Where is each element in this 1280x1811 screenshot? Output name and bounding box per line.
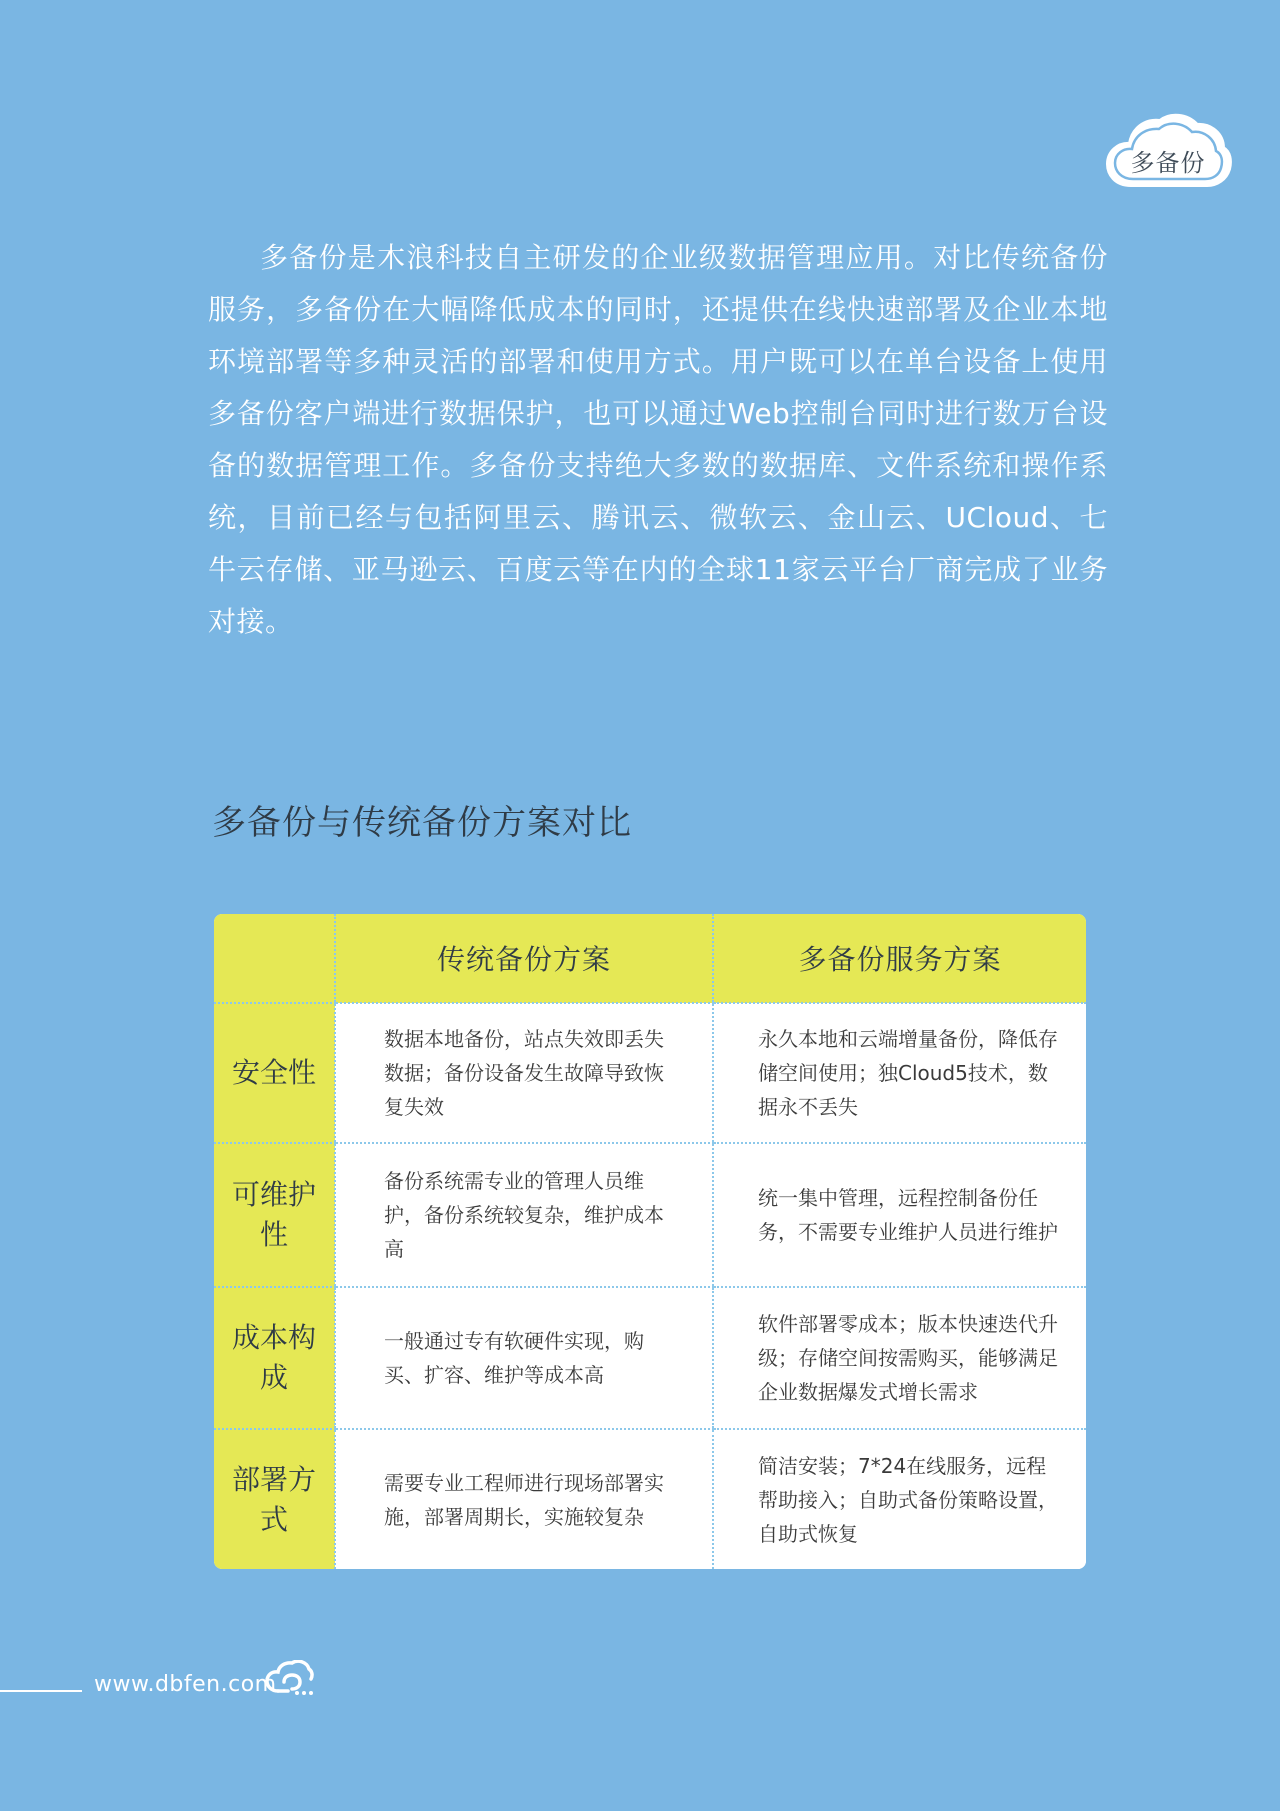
cell-traditional: 数据本地备份，站点失效即丢失数据；备份设备发生故障导致恢复失效 [335,1003,713,1143]
footer-divider [0,1690,82,1692]
table-row [214,1429,1086,1569]
cell-multi: 软件部署零成本；版本快速迭代升级；存储空间按需购买，能够满足企业数据爆发式增长需求 [713,1287,1086,1429]
cloud-logo-icon [264,1660,314,1698]
intro-paragraph: 多备份是木浪科技自主研发的企业级数据管理应用。对比传统备份服务，多备份在大幅降低成本的同时，还提供在线快速部署及企业本地环境部署等多种灵活的部署和使用方式。用户既可以在单台设备上使用多备份客户端进行数据保护，也可以通过Web控制台同时进行数万台设备的数据管理工作。多备份支持绝大多数的数据库、文件系统和操作系统，目前已经与包括阿里云、腾讯云、微软云、金山云、UCloud、七牛云存储、亚马逊云、百度云等在内的全球11家云平台厂商完成了业务对接。 [208,241,1108,638]
footer-url[interactable]: www.dbfen.com [94,1672,277,1697]
section-title: 多备份与传统备份方案对比 [212,803,632,843]
cell-multi: 永久本地和云端增量备份，降低存储空间使用；独Cloud5技术，数据永不丢失 [713,1003,1086,1143]
table-header-row [214,914,1086,1003]
table-row [214,1287,1086,1429]
row-label-deployment: 部署方式 [214,1429,335,1569]
table-header-multi: 多备份服务方案 [713,914,1086,1003]
row-label-maintainability: 可维护性 [214,1143,335,1287]
table-header-corner [214,914,335,1003]
cell-multi: 统一集中管理，远程控制备份任务，不需要专业维护人员进行维护 [713,1143,1086,1287]
table-row [214,1143,1086,1287]
cell-traditional: 需要专业工程师进行现场部署实施，部署周期长，实施较复杂 [335,1429,713,1569]
comparison-table [214,914,1086,1569]
row-label-security: 安全性 [214,1003,335,1143]
table-header-traditional: 传统备份方案 [335,914,713,1003]
cell-traditional: 备份系统需专业的管理人员维护，备份系统较复杂，维护成本高 [335,1143,713,1287]
row-label-cost: 成本构成 [214,1287,335,1429]
table-row [214,1003,1086,1143]
badge-label: 多备份 [1130,149,1206,177]
cell-multi: 简洁安装；7*24在线服务，远程帮助接入；自助式备份策略设置，自助式恢复 [713,1429,1086,1569]
cell-traditional: 一般通过专有软硬件实现，购买、扩容、维护等成本高 [335,1287,713,1429]
cloud-badge [1103,111,1233,193]
